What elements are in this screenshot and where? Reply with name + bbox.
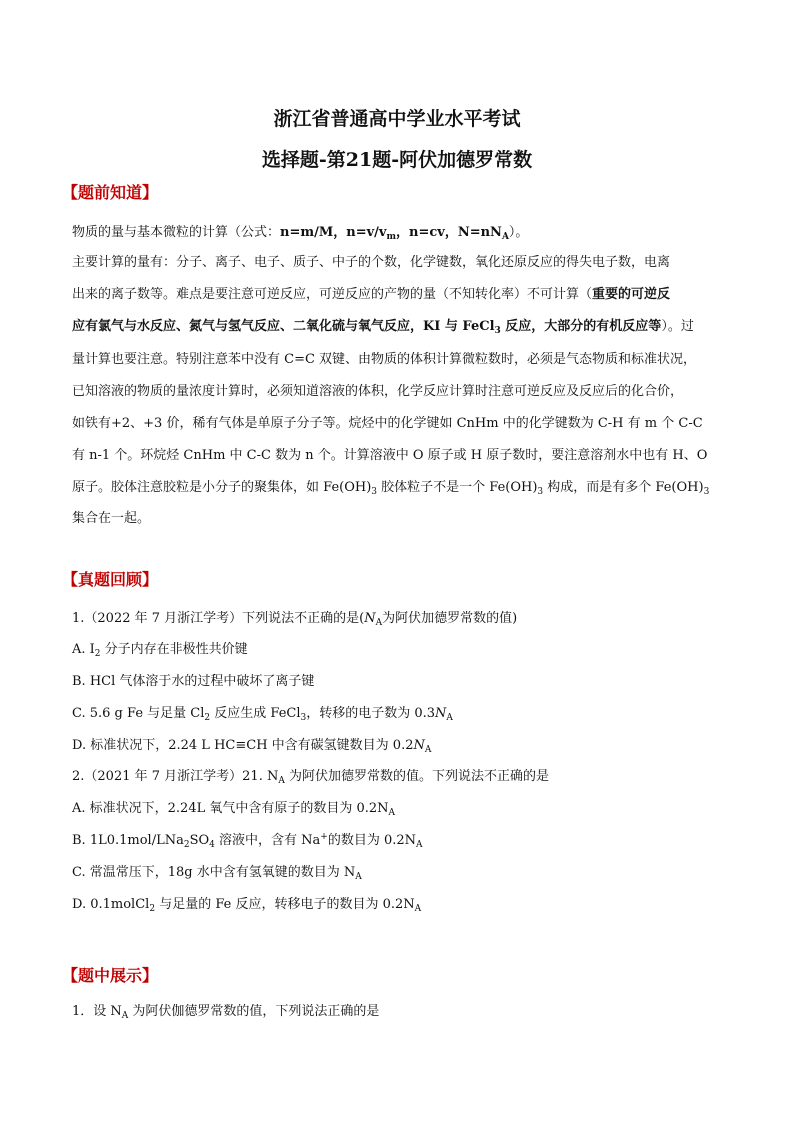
q1-option-d: D. 标准状况下，2.24 L HC≡CH 中含有碳氢键数目为 $0.2N_A$ <box>72 738 432 755</box>
q1-option-a: A. $I_2$ 分子内存在非极性共价键 <box>72 642 248 659</box>
q1-stem: 1.（2022 年 7 月浙江学考）下列说法不正确的是($N_A$为阿伏加德罗常数的值) <box>72 611 518 628</box>
q1-option-b: B. HCl 气体溶于水的过程中破坏了离子键 <box>72 674 315 689</box>
pre-line-6: 已知溶液的物质的量浓度计算时，必须知道溶液的体积，化学反应计算时注意可逆反应及反应后的化合价， <box>72 384 684 399</box>
section-heading-in-exam: 【题中展示】 <box>62 966 159 985</box>
pre-line-7: 如铁有+2、+3 价，稀有气体是单原子分子等。烷烃中的化学键如 CnHm 中的化学键数为 C-H 有 m 个 C-C <box>72 416 703 431</box>
pre-line-4: 应有氯气与水反应、氮气与氢气反应、二氧化硫与氧气反应，KI 与 FeCl$_3$ 反应，大部分的有机反应等）。过 <box>72 319 694 336</box>
q1-option-c: C. 5.6 g Fe 与足量 $Cl_2$ 反应生成 FeCl$_3$，转移的电子数为 $0.3N_A$ <box>72 706 453 723</box>
q2-stem: 2.（2021 年 7 月浙江学考）21. $N_A$ 为阿伏加德罗常数的值。下列说法不正确的是 <box>72 769 549 786</box>
pre-line-2: 主要计算的量有：分子、离子、电子、质子、中子的个数，化学键数，氧化还原反应的得失电子数，电离 <box>72 255 671 270</box>
pre-line-1: 物质的量与基本微粒的计算（公式：n=m/M，$n=v/v_m$，n=cv，$N=nN_A$）。 <box>72 225 529 242</box>
pre-line-8: 有 n-1 个。环烷烃 CnHm 中 C-C 数为 n 个。计算溶液中 O 原子或 H 原子数时，要注意溶剂水中也有 H、O <box>72 448 708 463</box>
q2-option-c: C. 常温常压下，18g 水中含有氢氧键的数目为 $N_A$ <box>72 865 362 882</box>
page-title: 浙江省普通高中学业水平考试 <box>273 108 521 130</box>
q3-stem: 1．设 $N_A$ 为阿伏伽德罗常数的值，下列说法正确的是 <box>72 1004 380 1021</box>
pre-line-5: 量计算也要注意。特别注意苯中没有 C=C 双键、由物质的体积计算微粒数时，必须是气态物质和标准状况， <box>72 352 697 367</box>
section-heading-real-questions: 【真题回顾】 <box>62 570 159 589</box>
pre-line-9: 原子。胶体注意胶粒是小分子的聚集体，如 $Fe(OH)_3$ 胶体粒子不是一个 $Fe(OH)_3$ 构成，而是有多个 $Fe(OH)_3$ <box>72 480 710 497</box>
pre-line-3: 出来的离子数等。难点是要注意可逆反应，可逆反应的产物的量（不知转化率）不可计算（重要的可逆反 <box>72 287 671 302</box>
section-heading-pre-knowledge: 【题前知道】 <box>62 183 159 202</box>
pre-line-10: 集合在一起。 <box>72 511 151 526</box>
q2-option-b: B. $1L0.1mol/LNa_2SO_4$ 溶液中，含有 Na+的数目为 $0.2N_A$ <box>72 832 423 850</box>
q2-option-a: A. 标准状况下，2.24L 氧气中含有原子的数目为 $0.2N_A$ <box>72 801 396 818</box>
page-subtitle: 选择题-第21题-阿伏加德罗常数 <box>261 149 533 171</box>
q2-option-d: D. 0.1molCl$_2$ 与足量的 Fe 反应，转移电子的数目为 $0.2N_A$ <box>72 897 422 914</box>
